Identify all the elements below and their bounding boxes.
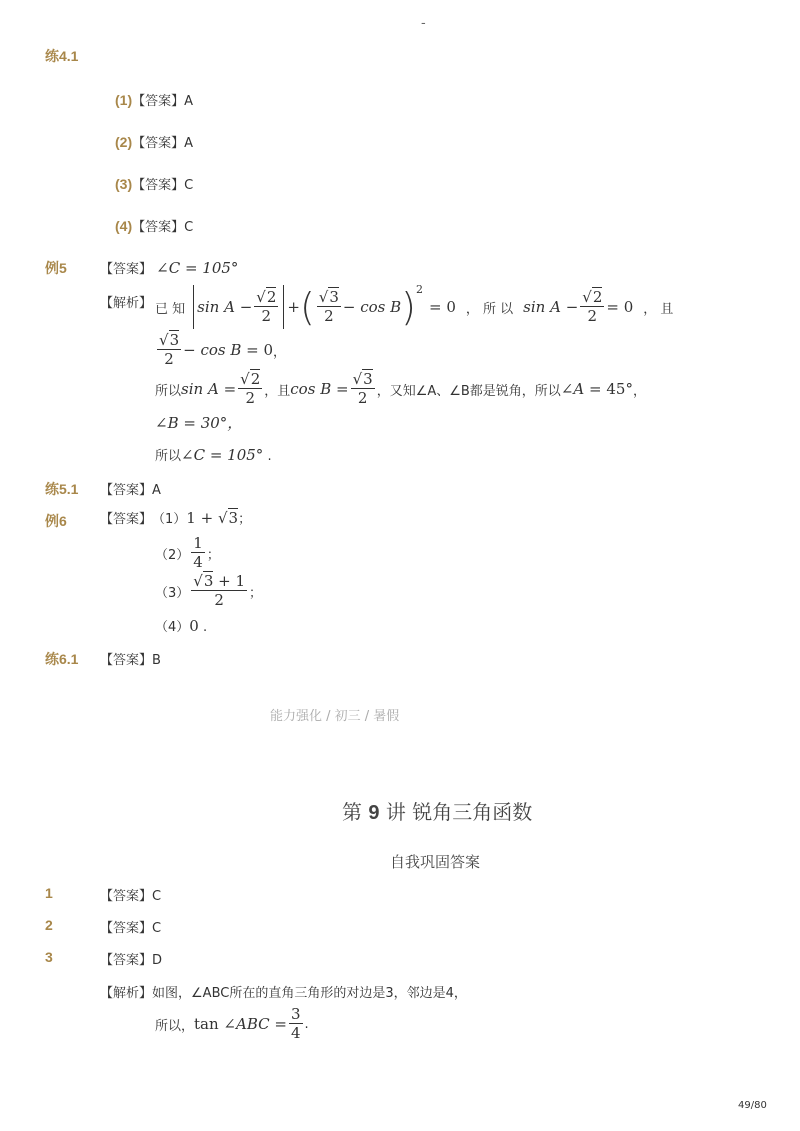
abs-bar-left	[193, 285, 194, 329]
answer-line	[100, 258, 238, 277]
analysis-line-4: ∠B = 30°，	[155, 414, 243, 432]
answer-value: B	[152, 653, 161, 668]
item-number: (4)	[115, 218, 133, 234]
answer-tag: 【答案】	[100, 653, 153, 668]
answer-tag: 【答案】	[132, 136, 185, 151]
header-mark: -	[421, 16, 426, 31]
analysis-text: .	[202, 620, 208, 635]
item-number: （3）	[155, 585, 190, 601]
analysis-text: ，	[273, 344, 287, 360]
item-number: (1)	[115, 92, 133, 108]
answer-item	[115, 174, 193, 193]
analysis-text: ，且	[264, 383, 291, 399]
analysis-text: ，	[632, 383, 646, 399]
answer-tag: 【答案】	[132, 94, 185, 109]
question-number: 2	[45, 917, 53, 933]
analysis-tag: 【解析】	[100, 296, 153, 311]
analysis-text: 所以，	[155, 1018, 195, 1034]
analysis-text: 已 知	[155, 301, 186, 317]
item-number: （2）	[155, 547, 190, 563]
answer-tag: 【答案】	[100, 889, 153, 904]
answer-value: C	[184, 220, 194, 235]
answer-line: 【答案】 （1） 1 + √3 ；	[100, 508, 252, 527]
answer-tag: 【答案】	[100, 483, 153, 498]
analysis-tag: 【解析】	[100, 986, 153, 1001]
page-number: 49/80	[738, 1100, 767, 1111]
answer-tag: 【答案】	[132, 178, 185, 193]
answer-tag: 【答案】	[100, 262, 153, 277]
exercise-label: 练4.1	[45, 48, 79, 64]
answer-line: （2） $\frac{1}{4}$ ；	[155, 533, 220, 572]
answer-value: 0	[189, 617, 199, 635]
analysis-text: 如图，∠ABC所在的直角三角形的对边是3，邻边是4，	[152, 986, 467, 1001]
section-subtitle: 自我巩固答案	[390, 853, 481, 871]
answer-line	[155, 616, 207, 635]
analysis-text: 所以	[155, 383, 182, 399]
answer-line	[100, 885, 161, 904]
analysis-text: ， 所 以	[465, 301, 514, 317]
answer-value: A	[152, 483, 161, 498]
analysis-text: ；	[249, 585, 263, 601]
answer-tag: 【答案】	[100, 512, 153, 527]
answer-line	[100, 949, 162, 968]
analysis-text: ；	[206, 547, 220, 563]
abs-bar-right	[283, 285, 284, 329]
answer-tag: 【答案】	[100, 953, 153, 968]
item-number: (3)	[115, 176, 133, 192]
analysis-math: ∠C = 105°	[181, 446, 264, 464]
answer-value: C	[152, 921, 162, 936]
answer-line	[100, 479, 161, 498]
item-number: （1）	[152, 512, 187, 527]
answer-value: D	[152, 953, 163, 968]
exercise-label: 练5.1	[45, 481, 79, 497]
answer-value: A	[184, 136, 194, 151]
answer-value: C	[152, 889, 162, 904]
answer-item	[115, 216, 193, 235]
analysis-line-3: 所以 sin A = $\frac{√2}{2}$ ，且 cos B = $\frac{√3}{2}$ ，又知∠A、∠B都是锐角，所以 ∠A = 45° ，	[155, 369, 646, 408]
analysis-line-5	[155, 445, 272, 464]
analysis-text: ；	[238, 512, 252, 527]
chapter-title: 第 9 讲 锐角三角函数	[342, 800, 533, 824]
answer-line	[100, 649, 161, 668]
answer-value: C	[184, 178, 194, 193]
analysis-line-1: 已 知 sin A − $\frac{√2}{2}$ + ( $\frac{√3}{2}$ − cos B ) 2 = 0 ， 所 以 sin A − $\frac{√2}{2}$ = 0 ， 且	[155, 282, 674, 329]
answer-value: A	[184, 94, 194, 109]
answer-line: （3） $\frac{√3 + 1}{2}$ ；	[155, 571, 263, 610]
answer-math: ∠C = 105°	[156, 259, 239, 277]
question-number: 1	[45, 885, 53, 901]
analysis-text: .	[267, 449, 272, 464]
example-label: 例6	[45, 513, 67, 529]
analysis-text: 所以	[155, 449, 182, 464]
answer-tag: 【答案】	[100, 921, 153, 936]
analysis-line	[100, 982, 467, 1001]
analysis-line-2: $\frac{√3}{2}$ − cos B = 0 ，	[159, 330, 287, 369]
exercise-label: 练6.1	[45, 651, 79, 667]
analysis-text: ， 且	[643, 301, 674, 317]
analysis-text: .	[304, 1016, 309, 1032]
item-number: (2)	[115, 134, 133, 150]
analysis-text: ，又知∠A、∠B都是锐角，所以	[376, 383, 561, 399]
analysis-line: 所以， tan ∠ABC = $\frac{3}{4}$ .	[155, 1004, 309, 1043]
answer-item	[115, 90, 193, 109]
page-footer: 能力强化 / 初三 / 暑假	[270, 709, 400, 724]
answer-item	[115, 132, 193, 151]
item-number: （4）	[155, 620, 190, 635]
question-number: 3	[45, 949, 53, 965]
example-label: 例5	[45, 260, 67, 276]
answer-line	[100, 917, 161, 936]
answer-tag: 【答案】	[132, 220, 185, 235]
